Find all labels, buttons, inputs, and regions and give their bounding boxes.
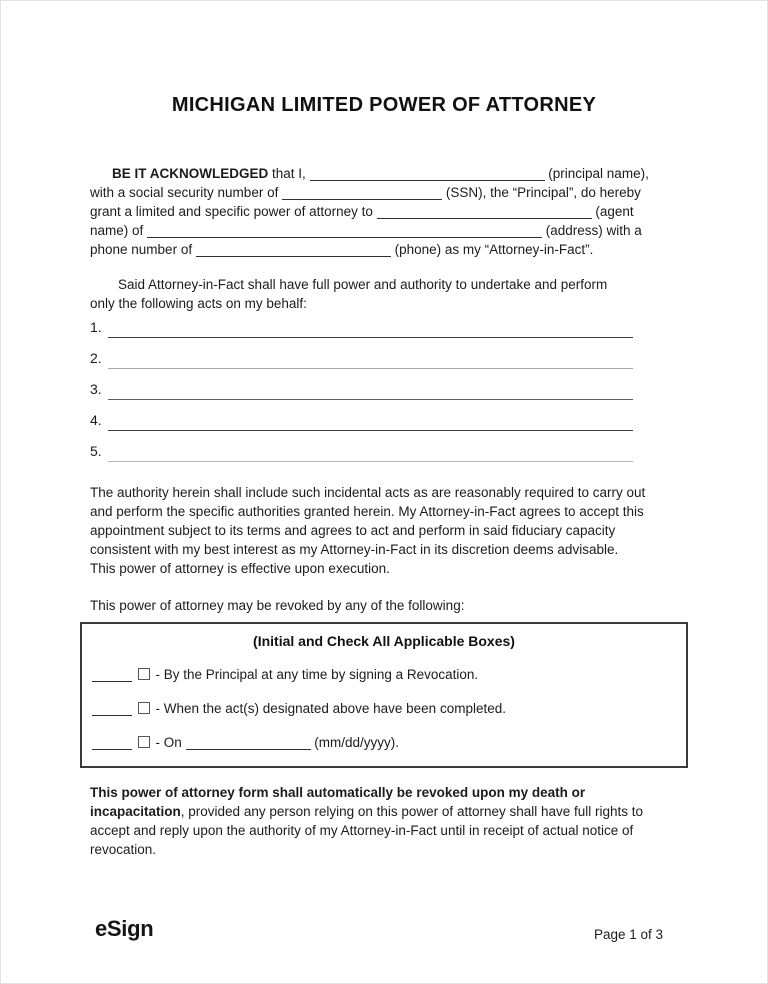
incidental-acts-paragraph xyxy=(90,483,678,578)
text-run: that I, xyxy=(268,166,310,181)
text-run xyxy=(132,701,136,716)
esign-logo: eSign xyxy=(95,916,154,941)
text-run: name) of xyxy=(90,223,148,238)
text-run: The authority herein shall include such incidental acts as are reasonably required to carry out xyxy=(90,485,646,500)
act-row xyxy=(90,400,633,431)
blank-line[interactable] xyxy=(108,368,633,400)
text-run: appointment subject to its terms and agrees to act and perform in said fiduciary capacity xyxy=(90,523,616,538)
text-run: Said Attorney-in-Fact shall have full power and authority to undertake and perform xyxy=(118,277,608,292)
blank-line[interactable] xyxy=(310,166,545,181)
blank-line[interactable] xyxy=(108,306,633,338)
text-run: phone number of xyxy=(90,242,196,257)
blank-line[interactable] xyxy=(92,735,132,750)
text-line xyxy=(90,821,678,840)
blank-line[interactable] xyxy=(282,185,442,200)
revocation-intro-paragraph xyxy=(90,596,678,615)
checkbox[interactable] xyxy=(138,736,150,748)
text-run xyxy=(132,667,136,682)
death-clause-paragraph xyxy=(90,783,678,859)
text-line xyxy=(90,540,678,559)
text-run: This power of attorney may be revoked by any of the following: xyxy=(90,598,465,613)
text-line xyxy=(90,221,678,240)
text-run: revocation. xyxy=(90,842,157,857)
text-run: - When the act(s) designated above have been completed. xyxy=(151,701,506,716)
text-run: (address) with a xyxy=(542,223,642,238)
text-line xyxy=(90,164,678,183)
text-run: consistent with my best interest as my Attorney-in-Fact in its discretion deems advisable. xyxy=(90,542,619,557)
text-line xyxy=(90,240,678,259)
act-number: 1. xyxy=(90,319,102,335)
indent xyxy=(90,177,112,178)
text-line xyxy=(90,802,678,821)
blank-line[interactable] xyxy=(196,242,391,257)
text-line xyxy=(90,183,678,202)
text-run: - By the Principal at any time by signing a Revocation. xyxy=(151,667,479,682)
text-run: and perform the specific authorities granted herein. My Attorney-in-Fact agrees to accept this xyxy=(90,504,644,519)
text-line xyxy=(90,275,678,294)
text-run: incapacitation xyxy=(90,804,181,819)
revocation-options xyxy=(82,665,686,752)
blank-line[interactable] xyxy=(108,430,633,462)
opening-paragraph xyxy=(90,164,678,259)
text-line xyxy=(90,783,678,802)
act-number: 2. xyxy=(90,350,102,366)
act-row xyxy=(90,431,633,462)
text-run: This power of attorney is effective upon execution. xyxy=(90,561,390,576)
act-row xyxy=(90,369,633,400)
text-run xyxy=(132,735,136,750)
text-run: (SSN), the “Principal”, do hereby xyxy=(442,185,641,200)
text-run: , provided any person relying on this power of attorney shall have full rights to xyxy=(180,804,644,819)
text-run: BE IT ACKNOWLEDGED xyxy=(112,166,269,181)
act-number: 4. xyxy=(90,412,102,428)
text-line xyxy=(90,596,678,615)
text-line xyxy=(92,733,686,752)
revocation-box-heading: (Initial and Check All Applicable Boxes) xyxy=(253,633,515,649)
text-run: (agent xyxy=(591,204,634,219)
act-row xyxy=(90,307,633,338)
blank-line[interactable] xyxy=(108,337,633,369)
act-number: 3. xyxy=(90,381,102,397)
text-run: only the following acts on my behalf: xyxy=(90,296,307,311)
text-run: with a social security number of xyxy=(90,185,283,200)
text-line xyxy=(92,699,686,718)
text-line xyxy=(90,521,678,540)
text-run: (principal name), xyxy=(544,166,649,181)
text-run: (mm/dd/yyyy). xyxy=(310,735,400,750)
checkbox[interactable] xyxy=(138,702,150,714)
text-line xyxy=(90,502,678,521)
page-number: Page 1 of 3 xyxy=(593,927,663,942)
blank-line[interactable] xyxy=(377,204,592,219)
text-run: (phone) as my “Attorney-in-Fact”. xyxy=(390,242,594,257)
blank-line[interactable] xyxy=(147,223,542,238)
text-run: accept and reply upon the authority of my Attorney-in-Fact until in receipt of actual notice of xyxy=(90,823,634,838)
acts-list xyxy=(90,307,633,462)
text-run: - On xyxy=(151,735,186,750)
blank-line[interactable] xyxy=(186,735,311,750)
indent xyxy=(90,288,118,289)
text-line xyxy=(90,559,678,578)
blank-line[interactable] xyxy=(92,701,132,716)
text-line xyxy=(90,483,678,502)
blank-line[interactable] xyxy=(92,667,132,682)
blank-line[interactable] xyxy=(108,399,633,431)
text-run: This power of attorney form shall automatically be revoked upon my death or xyxy=(90,785,586,800)
text-line xyxy=(92,665,686,684)
text-run: grant a limited and specific power of attorney to xyxy=(90,204,377,219)
document-title: MICHIGAN LIMITED POWER OF ATTORNEY xyxy=(171,94,597,116)
revocation-options-box xyxy=(80,622,688,768)
text-line xyxy=(90,202,678,221)
checkbox[interactable] xyxy=(138,668,150,680)
act-number: 5. xyxy=(90,443,102,459)
text-line xyxy=(90,840,678,859)
document-content xyxy=(0,92,768,859)
act-row xyxy=(90,338,633,369)
